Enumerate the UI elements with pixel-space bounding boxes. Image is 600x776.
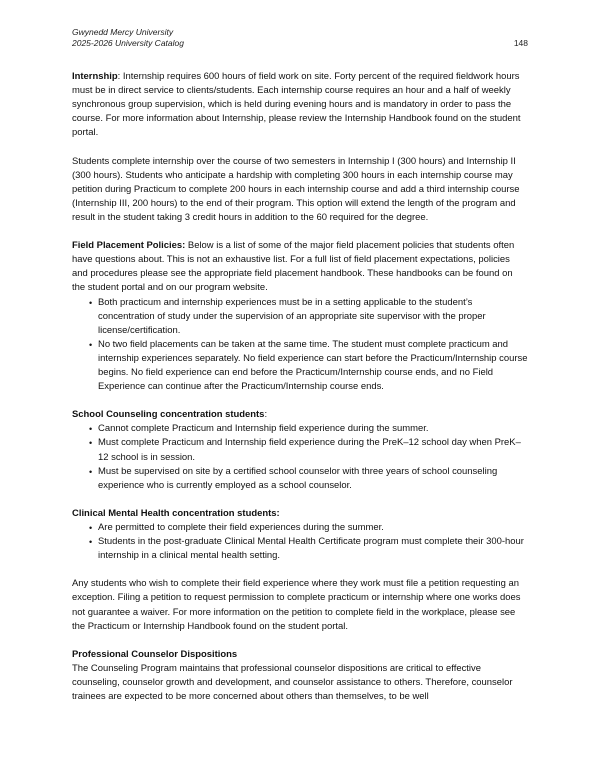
internship-label: Internship (72, 71, 118, 82)
school-counseling-label: School Counseling concentration students (72, 409, 265, 421)
field-policies-list (72, 296, 528, 395)
bullet-icon: • (89, 438, 93, 449)
page-body (72, 70, 528, 718)
clinical-list (72, 521, 528, 563)
list-item: • Must be supervised on site by a certified school counselor with three years of school counseling experience who is currently employed as a school counselor. (89, 465, 498, 491)
bullet-icon: • (89, 466, 93, 477)
bullet-icon: • (89, 424, 93, 435)
field-policies-intro: Below is a list of some of the major field placement policies that students often have questions about. This is not an exhaustive list. For a full list of field placement expectations, policies and procedures please see the appropriate field placement handbook. These handbooks can be found on the student portal and on our program website. (72, 240, 515, 294)
school-counseling-list (72, 422, 528, 492)
list-item: • No two field placements can be taken at the same time. The student must complete practicum and internship experiences separately. No field experience can start before the Practicum/Internship course begins. No field experience can end before the Practicum/Internship course ends, and no Field Experience can continue after the Practicum/Internship course ends. (89, 338, 528, 393)
internship-paragraph (72, 70, 528, 140)
clinical-label: Clinical Mental Health concentration students: (72, 507, 280, 519)
dispositions-heading: Professional Counselor Dispositions (72, 648, 238, 660)
list-item: • Are permitted to complete their field experiences during the summer. (72, 521, 528, 535)
clinical-heading (72, 507, 528, 521)
field-policies-paragraph (72, 239, 528, 295)
page-header (72, 27, 528, 49)
bullet-icon: • (89, 537, 93, 548)
petition-paragraph: Any students who wish to complete their field experience where they work must file a petition requesting an exception. Filing a petition to request permission to complete practicum or internship where one works does not guarantee a waiver. For more information on the petition to complete field in the workplace, please see the Practicum or Internship Handbook found on the student portal. (72, 578, 521, 632)
page-number: 148 (513, 38, 528, 48)
dispositions-paragraph: The Counseling Program maintains that professional counselor dispositions are critical to effective counseling, counselor growth and development, and counselor assistance to others. Therefore, counselor trainees are expected to be more concerned about others than themselves, to be well (72, 662, 513, 703)
header-catalog: 2025-2026 University Catalog (72, 38, 184, 48)
list-item: • Cannot complete Practicum and Internship field experience during the summer. (72, 422, 528, 436)
list-item: • Both practicum and internship experiences must be in a setting applicable to the student’s concentration of study under the supervision of an appropriate site supervisor with the proper license/certification. (89, 296, 486, 336)
field-policies-label: Field Placement Policies: (72, 240, 186, 252)
bullet-icon: • (89, 339, 93, 350)
list-item: • Must complete Practicum and Internship field experience during the PreK–12 school day when PreK–12 school is in session. (89, 437, 521, 463)
internship-text: : Internship requires 600 hours of field work on site. Forty percent of the required fieldwork hours must be in direct service to clients/students. Each internship course requires an hour and a half of weekly synchronous group supervision, which is held during evening hours and is mandatory in order to pass the course. For more information about Internship, please review the Internship Handbook found on the student portal. (72, 71, 521, 139)
bullet-icon: • (89, 297, 93, 308)
header-university: Gwynedd Mercy University (72, 27, 174, 37)
internship-details-paragraph: Students complete internship over the course of two semesters in Internship I (300 hours) and Internship II (300 hours). Students who anticipate a hardship with completing 300 hours in each internship course may petition during Practicum to complete 200 hours in each internship course and add a third internship course (Internship III, 200 hours) to the end of their program. This option will extend the length of the program and result in the student taking 3 credit hours in addition to the 60 required for the degree. (72, 155, 520, 223)
bullet-icon: • (89, 523, 93, 533)
school-counseling-heading: School Counseling concentration students: (72, 409, 268, 421)
list-item: • Students in the post-graduate Clinical Mental Health Certificate program must complete their 300-hour internship in a clinical mental health setting. (89, 536, 524, 562)
